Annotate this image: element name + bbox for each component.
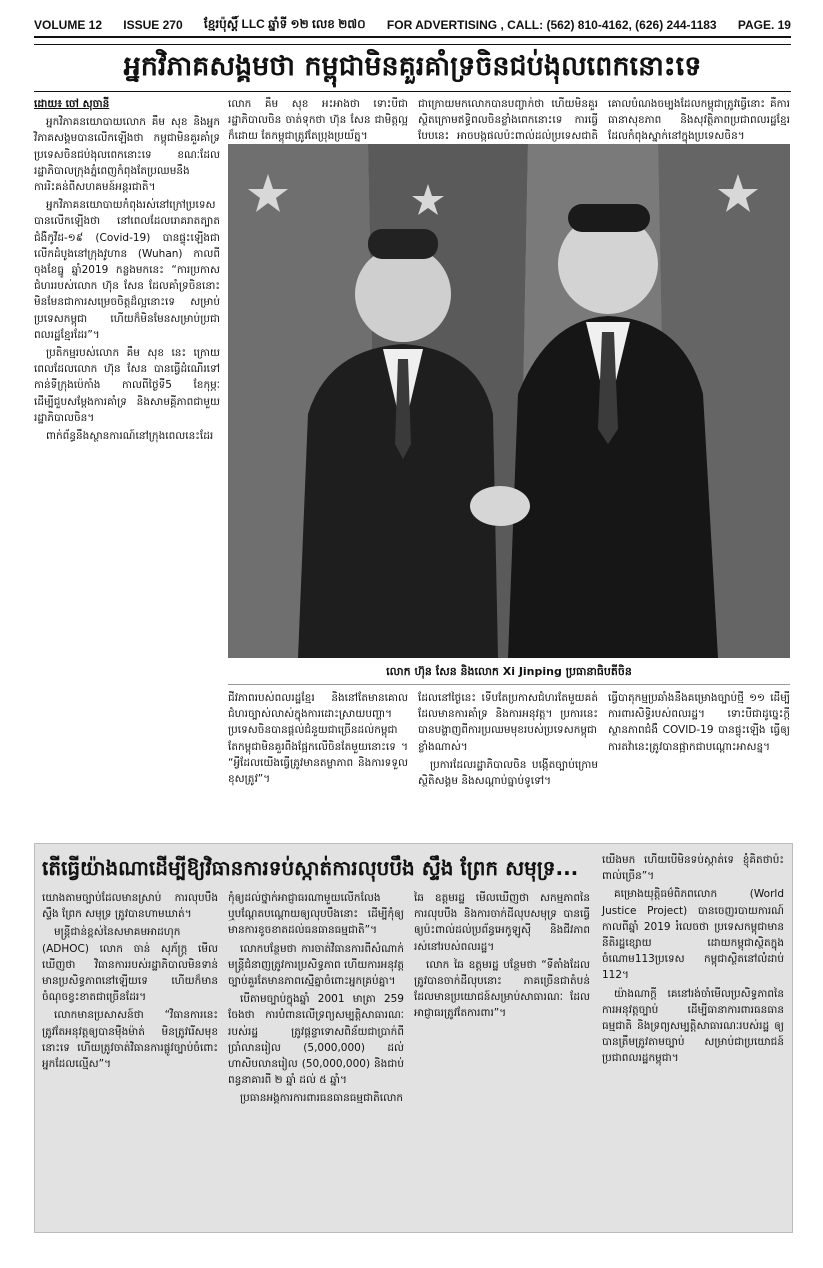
article2-paragraph: គម្រោងយុត្តិធម៌ពិភពលោក (World Justice Project) បានចេញរបាយការណ៍កាលពីឆ្នាំ 2019 រំលេចថា ប្រទេសកម្ពុជាមាននីតិរដ្ឋខ្សោយ ដោយកម្ពុជាស្ថិតក្នុងចំណោម113ប្រទេស កម្ពុជាស្ថិតនៅលំដាប់ 112។	[602, 888, 784, 982]
advertising-label: FOR ADVERTISING , CALL: (562) 810-4162, (626) 244-1183	[386, 18, 717, 32]
article1-column-4-lower	[608, 690, 790, 836]
article2-paragraph: ឆៃ ឧត្តមរដ្ឋ មើលឃើញថា សកម្មភាពនៃការលុបបឹង និងការចាក់ដីលុបសមុទ្រ បានធ្វើឲ្យប៉ះពាល់ដល់ប្រព័ន្ធអេកូឡូស៊ី និងជីវភាពរស់នៅរបស់ពលរដ្ឋ។	[414, 892, 590, 953]
article2-paragraph: យើងមក ហើយបើមិនទប់ស្កាត់ទេ ខ្ញុំគិតថាប៉ះពាល់ច្រើន”។	[602, 854, 784, 883]
article1-paragraph: ប្រការដែលរដ្ឋាភិបាលចិន បង្កើតច្បាប់ក្រោមស្ថិតិសង្គម និងសណ្តាប់ធ្នាប់ទូទៅ។	[418, 758, 598, 788]
article2-paragraph: ប្រធានអង្គការការពារធនធានធម្មជាតិលោក	[240, 1092, 404, 1105]
issue-label: ISSUE 270	[123, 18, 183, 32]
article1-photo	[228, 144, 790, 658]
publication-label: ខ្មែរប៉ុស្តិ៍ LLC ឆ្នាំទី ១២ លេខ ២៧០	[203, 17, 366, 31]
handshake-photo-illustration	[228, 144, 790, 658]
article1-paragraph: អ្នកវិភាគនយោបាយកំពុងរស់នៅក្រៅប្រទេស បានលើកឡើងថា នៅពេលដែលរោគរាតត្បាតជំងឺកូវីដ-១៩ (Covid-19) បានផ្ទុះឡើងជាលើកដំបូងនៅក្រុងវូហាន (Wuhan) កាលពីចុងខែធ្នូ ឆ្នាំ2019 កន្លងមកនេះ “ការប្រកាសជំហររបស់លោក ហ៊ុន សែន ដែលគាំទ្រចិននោះ មិនមែនជាការសម្រេចចិត្តដ៏ល្អនោះទេ សម្រាប់ប្រទេសកម្ពុជា ហើយក៏មិនមែនសម្រាប់ប្រជាពលរដ្ឋខ្មែរដែរ”។	[34, 199, 220, 341]
article1-column-4	[608, 96, 790, 142]
article2-paragraph: លោកមានប្រសាសន៍ថា “វិធានការនេះ ត្រូវតែអនុវត្តឲ្យបានម៉ឺងម៉ាត់ មិនត្រូវរើសមុខនោះទេ ហើយត្រូវចាត់វិធានការផ្លូវច្បាប់ចំពោះអ្នកដែលល្មើស”។	[42, 1009, 218, 1071]
article2-paragraph: យ៉ាងណាក្តី គេនៅរង់ចាំមើលប្រសិទ្ធភាពនៃការអនុវត្តច្បាប់ ដើម្បីធានាការពារធនធានធម្មជាតិ និងទ្រព្យសម្បត្តិសាធារណៈរបស់រដ្ឋ ឲ្យបានត្រឹមត្រូវតាមច្បាប់ សម្រាប់ជាប្រយោជន៍ប្រជាពលរដ្ឋកម្ពុជា។	[602, 987, 784, 1065]
page-header	[34, 14, 791, 38]
article1-column-3-lower	[418, 690, 598, 836]
article1-column-3	[418, 96, 598, 142]
article1-paragraph: គោលបំណងចម្បងដែលកម្ពុជាត្រូវធ្វើនោះ គឺការធានាសុខភាព និងសុវត្ថិភាពប្រជាពលរដ្ឋខ្មែរ ដែលកំពុងស្នាក់នៅក្នុងប្រទេសចិន។	[608, 98, 790, 143]
article1-byline: ដោយ៖ ចៅ សុចានី	[34, 98, 110, 110]
page-number: PAGE. 19	[737, 18, 791, 32]
article1-paragraph: ធ្វើបាតុកម្មប្រឆាំងនឹងគម្រោងច្បាប់ថ្មី ១១ ដើម្បីការពារសិទ្ធិរបស់ពលរដ្ឋ។ ទោះបីជាដូច្នេះក្តី ស្ថានភាពជំងឺ COVID-19 បានផ្ទុះឡើង ធ្វើឲ្យការតវ៉ានេះត្រូវបានផ្អាកជាបណ្តោះអាសន្ន។	[608, 692, 790, 753]
article2-column-3	[414, 890, 590, 1226]
article1-paragraph: ជាក្រោយមកលោកបានបញ្ចាក់ថា ហើយមិនគួរស្ថិតក្រោមឥទ្ធិពលចិនខ្លាំងពេកនោះទេ ការធ្វើបែបនេះ អាចបង្កផលប៉ះពាល់ដល់ប្រទេសជាតិ	[418, 98, 598, 143]
volume-label: VOLUME 12	[34, 18, 103, 32]
article2-column-1	[42, 890, 218, 1226]
article1-paragraph: ពាក់ព័ន្ធនឹងស្ថានការណ៍នៅក្រុងពេលនេះដែរ	[46, 430, 214, 443]
article2-column-4	[602, 852, 784, 1226]
article1-column-1	[34, 96, 220, 836]
article1-paragraph: ដែលនៅថ្ងៃនេះ ទើបតែប្រកាសជំហរតែមួយគត់ ដែលមានការគាំទ្រ និងការអនុវត្ត។ ប្រការនេះបានបង្ហាញពីការប្រឈមមុខរបស់ប្រទេសកម្ពុជាខ្លាំងណាស់។	[418, 692, 598, 753]
article2-headline: តើធ្វើយ៉ាងណាដើម្បីឱ្យវិធានការទប់ស្កាត់ការលុបបឹង ស្ទឹង ព្រែក សមុទ្រ...	[42, 856, 579, 880]
article2-paragraph: បើតាមច្បាប់ក្នុងឆ្នាំ 2001 មាត្រា 259 ចែងថា ការបំពានលើទ្រព្យសម្បត្តិសាធារណៈរបស់រដ្ឋ ត្រូវផ្តន្ទាទោសពិន័យជាប្រាក់ពីប្រាំលានរៀល (5,000,000) ដល់ហាសិបលានរៀល (50,000,000) និងជាប់ពន្ធនាគារពី ២ ឆ្នាំ ដល់ ៥ ឆ្នាំ។	[228, 993, 404, 1087]
article1-column-2-lower	[228, 690, 408, 836]
article2-paragraph: កុំឲ្យដល់ថ្នាក់អាជ្ញាធរណាមួយលើកលែង ឬបណ្តែតបណ្តោយឲ្យលុបបឹងនោះ ដើម្បីកុំឲ្យមានការខូចខាតដល់ធនធានធម្មជាតិ”។	[228, 892, 404, 937]
article1-paragraph: ប្រតិកម្មរបស់លោក គឹម សុខ នេះ ក្រោយពេលដែលលោក ហ៊ុន សែន បានធ្វើដំណើរទៅកាន់ទីក្រុងប៉េកាំង កាលពីថ្ងៃទី5 ខែកុម្ភៈ ដើម្បីជួបសម្តែងការគាំទ្រ និងសាមគ្គីភាពជាមួយរដ្ឋាភិបាលចិន។	[34, 347, 220, 424]
article1-paragraph: ជីវភាពរបស់ពលរដ្ឋខ្មែរ និងនៅតែមានគោលជំហរច្បាស់លាស់ក្នុងការដោះស្រាយបញ្ហា។ ប្រទេសចិនបានផ្តល់ជំនួយជាច្រើនដល់កម្ពុជា តែកម្ពុជាមិនគួរពឹងផ្អែកលើចិនតែមួយនោះទេ ។ “អ្វីដែលយើងធ្វើត្រូវមានតម្លាភាព និងការទទួលខុសត្រូវ”។	[228, 692, 408, 786]
article1-paragraph: អ្នកវិភាគនយោបាយលោក គឹម សុខ និងអ្នកវិភាគសង្គមបានលើកឡើងថា កម្ពុជាមិនគួរគាំទ្រប្រទេសចិនជប់ងុលពេកនោះទេ ខណៈដែលរដ្ឋាភិបាលក្រុងភ្នំពេញកំពុងតែប្រឈមនឹងការរិះគន់ពីសហគមន៍អន្តរជាតិ។	[34, 116, 220, 194]
article1-headline: អ្នកវិភាគសង្គមថា កម្ពុជាមិនគួរគាំទ្រចិនជប់ងុលពេកនោះទេ	[34, 44, 791, 92]
article2-paragraph: យោងតាមច្បាប់ដែលមានស្រាប់ ការលុបបឹង ស្ទឹង ព្រែក សមុទ្រ ត្រូវបានហាមឃាត់។	[42, 892, 218, 921]
article2-paragraph: លោក ឆៃ ឧត្តមរដ្ឋ បន្ថែមថា “ទីតាំងដែលត្រូវបានចាក់ដីលុបនោះ ភាគច្រើនជាតំបន់ដែលមានប្រយោជន៍សម្រាប់សាធារណៈ ដែលអាជ្ញាធរត្រូវតែការពារ”។	[414, 958, 590, 1020]
photo-caption: លោក ហ៊ុន សែន និងលោក Xi Jinping ប្រធានាធិបតីចិន	[228, 660, 790, 685]
article2-paragraph: លោកបន្ថែមថា ការចាត់វិធានការពីសំណាក់មន្ត្រីជំនាញត្រូវការប្រសិទ្ធភាព ហើយការអនុវត្តច្បាប់គួរតែមានភាពស្មើគ្នាចំពោះអ្នកគ្រប់គ្នា។	[228, 942, 405, 988]
article1-column-2	[228, 96, 408, 142]
article1-paragraph: លោក គឹម សុខ អះអាងថា ទោះបីជារដ្ឋាភិបាលចិន ចាត់ទុកថា ហ៊ុន សែន ជាមិត្តល្អក៏ដោយ តែកម្ពុជាត្រូវតែប្រុងប្រយ័ត្ន។	[228, 98, 408, 143]
article2-column-2	[228, 890, 404, 1226]
article2-paragraph: មន្ត្រីជាន់ខ្ពស់នៃសមាគមអាដហុក (ADHOC) លោក ចាន់ សុភ័ក្រ្ត មើលឃើញថា វិធានការរបស់រដ្ឋាភិបាលមិនទាន់មានប្រសិទ្ធភាពនៅឡើយទេ ហើយក៏មានចំណុចខ្វះខាតជាច្រើនដែរ។	[42, 926, 218, 1004]
